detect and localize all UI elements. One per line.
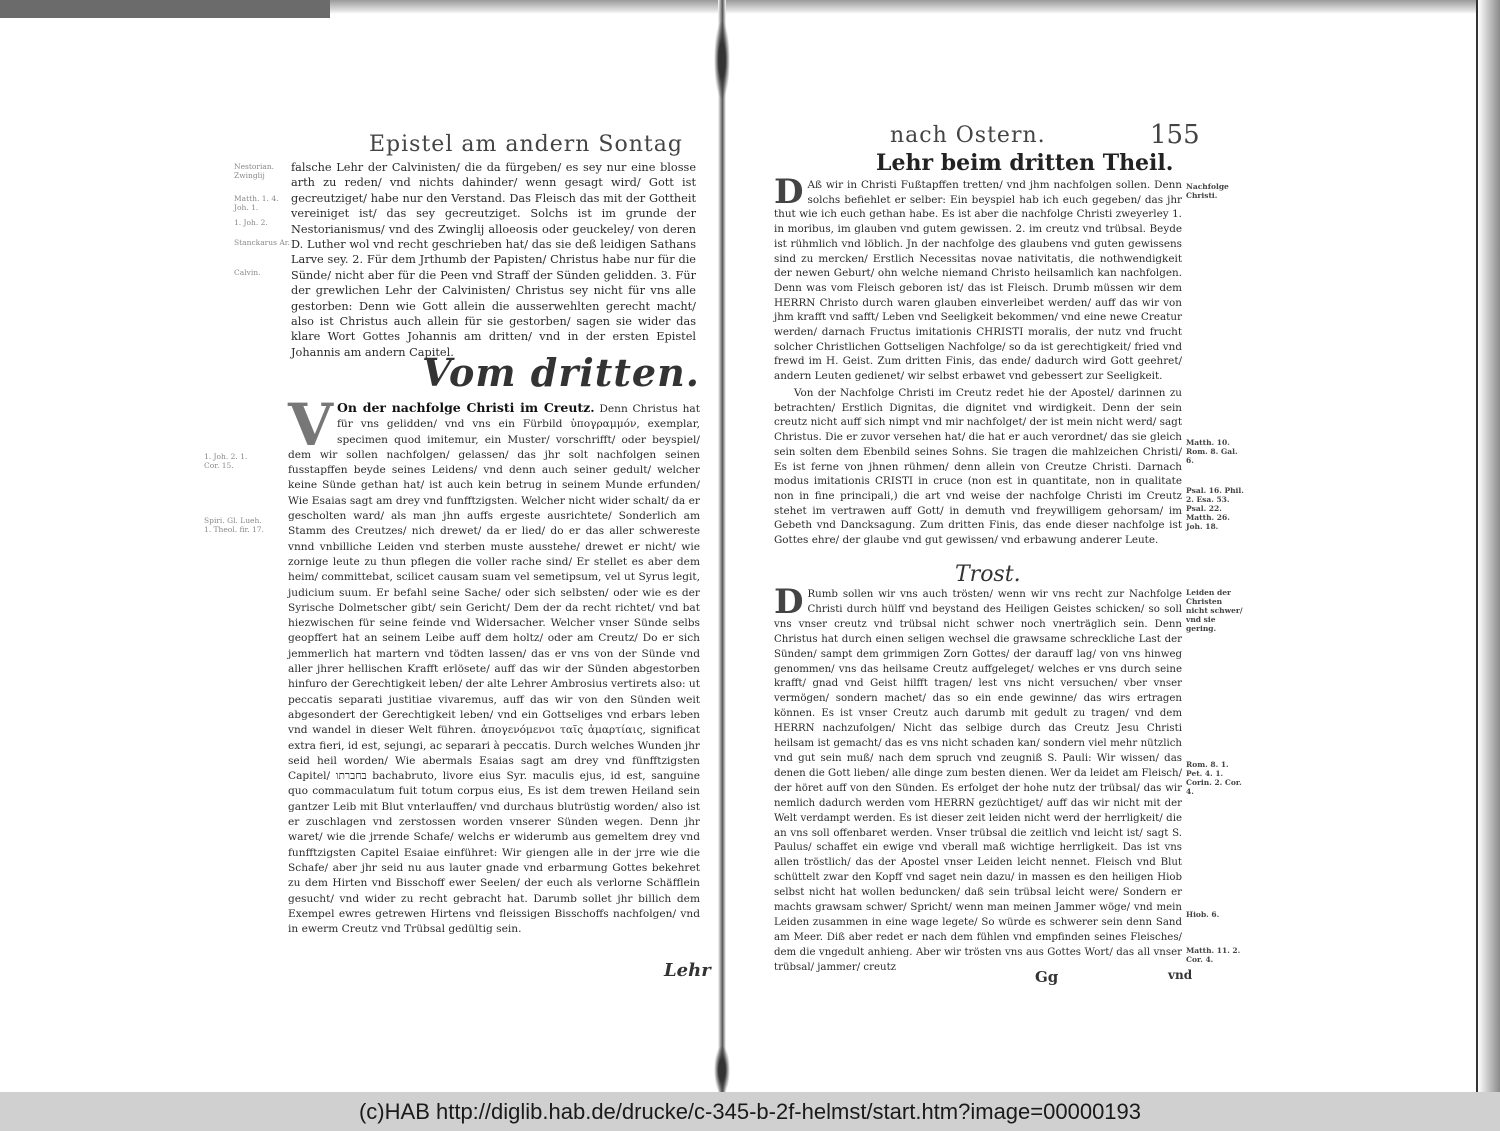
- paragraph-text: Rumb sollen wir vns auch trösten/ wenn wir vns recht zur Nachfolge Christi durch hülff vnd beystand des Heiligen Geistes schicken/ so soll vns vnser creutz vnd trübsal nicht schwer noch vnerträglich sein. Denn Christus hat durch einen seligen wechsel die grawsame schreckliche Last der Sünden/ sampt dem grimmigen Zorn Gottes/ der darauff lag/ von vns hinweg genommen/ vns das heilsame Creutz auffgeleget/ welches er vns durch seine krafft/ gnad vnd Geist hilfft tragen/ lest vns nicht versuchen/ vber vnser vermögen/ sondern machet/ das so ein ende gewinne/ das wirs ertragen können. Es ist vnser Creutz auch darumb mit gedult zu tragen/ vnd dem HERRN nachzufolgen/ Nicht das selbige durch das Creutz Jesu Christi heilsam ist gemacht/ das es vns nicht schaden kan/ sondern viel mehr nützlich vnd gut sein muß/ nach dem spruch vnd zeugniß S. Pauli: Wir wissen/ das denen die Gott lieben/ alle dinge zum besten dienen. Wer da leidet am Fleisch/ der höret auff von den Sünden. Es erfolget der hohe nutz der trübsal/ das wir nemlich dadurch werden vom HERRN gezüchtiget/ auff das wir nicht mit der Welt verdampt werden. Es ist dieser zeit leiden nicht werd der herrligkeit/ die an vns soll offenbaret werden. Vnser trübsal die zeitlich vnd leicht ist/ sagt S. Paulus/ schaffet ein ewige vnd vberall maß wichtige herrligkeit. Das ist vns allen tröstlich/ das der Apostel vnser Leiden leicht nennet. Fleisch vnd Blut schüttelt zwar den Kopff vnd saget nein dazu/ in massen es den heiligen Hiob selbst nicht hat wollen beduncken/ daß sein trübsal leicht were/ Sondern er machts grawsam schwer/ Spricht/ wenn man meinen Jammer wöge/ vnd mein Leiden zusammen in eine wage legete/ So würde es schwerer sein denn Sand am Meer. Diß aber redet er nach dem fühlen vnd empfinden seines Fleisches/ dem die vngedult anhieng. Aber wir trösten vns aus Gottes Wort/ das all vnser trübsal/ jammer/ creutz: [774, 589, 1182, 973]
- margin-note: Rom. 8. 1. Pet. 4. 1. Corin. 2. Cor. 4.: [1186, 760, 1242, 796]
- intro-text: falsche Lehr der Calvinisten/ die da fürgeben/ es sey nur eine blosse arth zu reden/ vnd nichts dahinder/ wenn gesagt wird/ Gott ist gecreutziget/ habe nur den Verstand. Das Fleisch das mit der Gottheit vereiniget ist/ das sey gecreutziget. Solchs ist im grunde der Nestorianismus/ vnd des Zwinglij alloeosis oder geuckeley/ von deren D. Luther wol vnd recht geschrieben hat/ das sie deß leidigen Sathans Larve sey. 2. Für dem Jrthumb der Papisten/ Christus habe nur für die Sünde/ nicht aber für die Peen vnd Straff der Sünden gelidden. 3. Für der grewlichen Lehr der Calvinisten/ Christus sey nicht für vns alle gestorben: Denn wie Gott allein die ausserwehlten gerecht macht/ also ist Christus auch allein für sie gestorben/ sagen sie wider das klare Wort Gottes Johannis am dritten/ vnd in der ersten Epistel Johannis am andern Capitel.: [291, 161, 696, 359]
- signature-mark: Gg: [1035, 968, 1059, 986]
- decorated-initial: D: [774, 582, 804, 622]
- gutter-shadow-bottom: [714, 1045, 730, 1092]
- scan-right-edge: [1478, 0, 1500, 1092]
- creutz-paragraph: [774, 386, 1182, 548]
- margin-note: Calvin.: [234, 268, 261, 277]
- paragraph-text: Aß wir in Christi Fußtapffen tretten/ vnd jhm nachfolgen sollen. Denn solchs befiehlet er selber: Ein beyspiel hab ich euch gegeben/ das jhr thut wie ich euch gethan habe. Es ist aber die nachfolge Christi zweyerley 1. in moribus, im glauben vnd gutem gewissen. 2. im creutz vnd trübsal. Beyde ist rühmlich vnd löblich. Jn der nachfolge des glaubens vnd guten gewissens sind zu mercken/ Erstlich Necessitas novae nativitatis, die nothwendigkeit der newen Geburt/ ohn welche niemand Christo heilsamlich kan nachfolgen. Denn was vom Fleisch geboren ist/ das ist Fleisch. Drumb müssen wir dem HERRN Christo durch waren glauben einverleibet werden/ auff das wir von jhm krafft vnd safft/ Leben vnd Seeligkeit bekommen/ vnd eine newe Creatur werden/ darnach Fructus imitationis CHRISTI moralis, der nutz vnd frucht solcher Christlichen Gottseligen Nachfolge/ so da ist gerechtigkeit/ fried vnd frewd im H. Geist. Zum dritten Finis, das ende/ dadurch wird Gott geehret/ andern Leuten gedienet/ wir selbst erbawet vnd gebessert zur Seeligkeit.: [774, 179, 1182, 383]
- gutter-shadow-top: [714, 20, 730, 100]
- margin-note: Matth. 11. 2. Cor. 4.: [1186, 946, 1241, 964]
- trost-paragraph: [774, 582, 1182, 976]
- main-paragraph: [288, 391, 701, 937]
- section-subheading: Lehr beim dritten Theil.: [876, 150, 1174, 176]
- section-title: Vom dritten.: [422, 350, 700, 395]
- margin-note: Nestorian. Zwinglij: [234, 162, 275, 180]
- running-header: Epistel am andern Sontag: [369, 132, 683, 157]
- copyright-footer: [0, 1092, 1500, 1131]
- catchword: vnd: [1168, 968, 1193, 982]
- intro-paragraph: [291, 160, 696, 360]
- lead-text: On der nachfolge Christi im Creutz.: [337, 400, 595, 415]
- margin-note: Psal. 16. Phil. 2. Esa. 53. Psal. 22. Matth. 26. Joh. 18.: [1186, 486, 1244, 531]
- margin-note: Stanckarus Ar.: [234, 238, 290, 247]
- catchword: Lehr: [664, 960, 711, 981]
- margin-note: Spiri. Gl. Lueh. 1. Theol. fir. 17.: [204, 516, 264, 534]
- margin-note: Hiob. 6.: [1186, 910, 1220, 919]
- trost-heading: Trost.: [955, 562, 1021, 587]
- page-number: 155: [1150, 120, 1200, 150]
- left-page: [164, 96, 711, 996]
- footer-text: (c)HAB http://diglib.hab.de/drucke/c-345-b-2f-helmst/start.htm?image=00000193: [358, 1099, 1142, 1124]
- right-page: [760, 120, 1460, 1000]
- margin-note: Leiden der Christen nicht schwer/ vnd sie gering.: [1186, 588, 1243, 633]
- decorated-initial: D: [774, 172, 804, 212]
- margin-note: Matth. 10. Rom. 8. Gal. 6.: [1186, 438, 1238, 465]
- margin-note: Matth. 1. 4. Joh. 1.: [234, 194, 279, 212]
- book-gutter: [718, 0, 726, 1092]
- doctrine-paragraph: [774, 172, 1182, 384]
- margin-note: 1. Joh. 2. 1. Cor. 15.: [204, 452, 248, 470]
- running-header: nach Ostern.: [890, 123, 1046, 148]
- paragraph-text: Von der Nachfolge Christi im Creutz redet hie der Apostel/ darinnen zu betrachten/ Erstlich Dignitas, die dignitet vnd wirdigkeit. Denn der sein creutz nicht auff sich nimpt vnd mir nachfolget/ der ist mein nicht werd/ sagt Christus. Die er zuvor versehen hat/ die hat er auch verordnet/ das sie gleich sein solten dem Ebenbild seines Sohns. Sie tragen die mahlzeichen Christi/ Es ist ferne von jhnen rühmen/ denn allein von Creutze Christi. Darnach modus imitationis CRISTI in cruce (non est in quantitate, non in qualitate non in fine principali,) die art vnd weise der nachfolge Christi im Creutz stehet im vertrawen auff Gott/ in demuth vnd freywilligem gehorsam/ im Gebeth vnd Dancksagung. Zum dritten Finis, das ende dieser nachfolge ist Gottes ehre/ der glaube vnd gut gewissen/ vnd erbawung anderer Leute.: [774, 387, 1182, 547]
- margin-note: 1. Joh. 2.: [234, 218, 268, 227]
- margin-note: Nachfolge Christi.: [1186, 182, 1229, 200]
- decorated-initial: V: [288, 391, 334, 459]
- scan-dark-corner: [0, 0, 330, 18]
- body-text: Denn Christus hat für vns gelidden/ vnd vns ein Fürbild ὑπογραμμόν, exemplar, specimen quod imitemur, ein Muster/ vorschrifft/ oder beyspiel/ dem wir sollen nachfolgen/ gelassen/ das jhr solt nachfolgen seinen fusstapffen beyde seines Leidens/ vnd denn auch seiner gedult/ welcher keine Sünde gethan hat/ ist auch kein betrug in seinem Munde erfunden/ Wie Esaias sagt am drey vnd funfftzigsten. Welcher nicht wider schalt/ da er gescholten ward/ als man jhn auffs ergeste ausrichtete/ Sonderlich am Stamm des Creutzes/ nich drewet/ da er lied/ do er das aller schwereste vnnd vnbilliche Leiden vnd sterben muste ausstehe/ drewet er nicht/ wie zornige leute zu thun pflegen die voller rache sind/ Er stellet es aber dem heim/ committebat, scilicet causam suam vel semetipsum, vel ut Syrus legit, judicium suum. Er befahl seine Sache/ oder sich selbsten/ oder wie es der Syrische Dolmetscher gibt/ sein Gericht/ Dem der da recht richtet/ vnd bat hiezwischen für seine feinde vnd Widersacher. Welcher vnser Sünde selbs geopffert hat an seinem Leibe auff dem holtz/ oder am Creutz/ Do er sich jemmerlich hat martern vnd tödten lassen/ das er vns von der Sünde vnd aller jhrer hellischen Krafft erlösete/ auff das wir der Sünden abgestorben hinfuro der Gerechtigkeit leben/ der alte Lehrer Ambrosius vertirets also: ut peccatis separati justitiae vivaremus, auff das wir von den Sünden weit abgesondert der Gerechtigkeit leben/ vnd ein Gottseliges vnd erbars leben vnd wandel in dieser Welt führen. ἀπογενόμενοι ταῖς ἁμαρτίαις, significat extra fieri, id est, sejungi, ac separari à peccatis. Durch welches Wunden jhr seid heil worden/ Wie abermals Esaias sagt am drey vnd fünfftzigsten Capitel/ בחברתו bachabruto, livore eius Syr. maculis ejus, id est, sanguine quo commaculatum fuit totum corpus eius, Es ist dem trewen Heiland sein gantzer Leib mit Blut vnterlauffen/ vnd durchaus blutrüstig worden/ also ist er zuschlagen vnd zerstossen worden vnserer Sünden wegen. Denn jhr waret/ wie die jrrende Schafe/ welchs er widerumb aus gemeltem drey vnd funfftzigsten Capitel Esaiae einführet: Wir giengen alle in der jrre wie die Schafe/ aber jhr seid nu aus lauter gnade vnd erbarmung Gottes bekehret zu dem Hirten vnd Bisschoff ewer Seelen/ der euch als verlorne Schäfflein gesucht/ vnd wider zu recht gebracht hat. Darumb sollet jhr billich dem Exempel ewres getrewen Hirtens vnd fleissigen Bisschoffs nachfolgen/ vnd in ewerm Creutz vnd Trübsal gedültig sein.: [288, 403, 701, 936]
